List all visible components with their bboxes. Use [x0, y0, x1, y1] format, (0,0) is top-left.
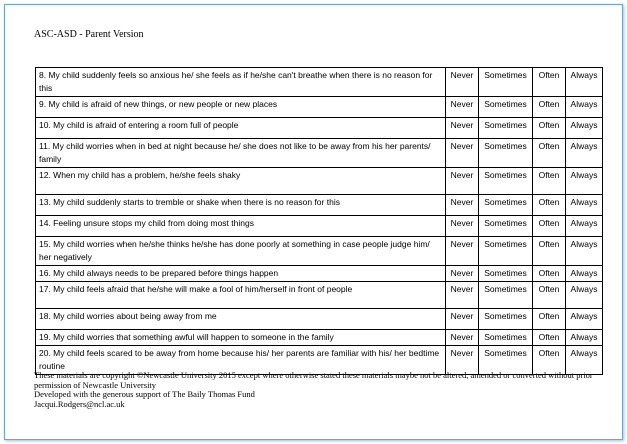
- response-option-sometimes[interactable]: Sometimes: [479, 118, 533, 139]
- response-option-sometimes[interactable]: Sometimes: [479, 309, 533, 330]
- response-option-sometimes[interactable]: Sometimes: [479, 330, 533, 346]
- question-row: [36, 97, 603, 118]
- question-row: [36, 68, 603, 97]
- response-option-always[interactable]: Always: [566, 282, 603, 309]
- response-option-sometimes[interactable]: Sometimes: [479, 68, 533, 97]
- question-row: [36, 216, 603, 237]
- questionnaire-table: [35, 67, 603, 375]
- response-option-never[interactable]: Never: [446, 282, 479, 309]
- question-text: 8. My child suddenly feels so anxious he/ she feels as if he/she can't breathe when there is no reason for this: [36, 68, 446, 97]
- question-row: [36, 195, 603, 216]
- response-option-always[interactable]: Always: [566, 168, 603, 195]
- response-option-always[interactable]: Always: [566, 68, 603, 97]
- question-text: 12. When my child has a problem, he/she feels shaky: [36, 168, 446, 195]
- response-option-always[interactable]: Always: [566, 346, 603, 375]
- question-row: [36, 330, 603, 346]
- response-option-sometimes[interactable]: Sometimes: [479, 237, 533, 266]
- question-text: 17. My child feels afraid that he/she will make a fool of him/herself in front of people: [36, 282, 446, 309]
- response-option-often[interactable]: Often: [533, 237, 566, 266]
- question-text: 13. My child suddenly starts to tremble or shake when there is no reason for this: [36, 195, 446, 216]
- question-text: 15. My child worries when he/she thinks he/she has done poorly at something in case people judge him/ her negatively: [36, 237, 446, 266]
- response-option-often[interactable]: Often: [533, 118, 566, 139]
- question-row: [36, 118, 603, 139]
- contact-email: Jacqui.Rodgers@ncl.ac.uk: [34, 398, 125, 409]
- funding-note: Developed with the generous support of The Baily Thomas Fund: [34, 389, 255, 399]
- response-option-often[interactable]: Often: [533, 216, 566, 237]
- question-text: 18. My child worries about being away from me: [36, 309, 446, 330]
- question-row: [36, 168, 603, 195]
- response-option-sometimes[interactable]: Sometimes: [479, 168, 533, 195]
- response-option-never[interactable]: Never: [446, 237, 479, 266]
- response-option-always[interactable]: Always: [566, 266, 603, 282]
- response-option-often[interactable]: Often: [533, 282, 566, 309]
- response-option-always[interactable]: Always: [566, 237, 603, 266]
- question-text: 16. My child always needs to be prepared before things happen: [36, 266, 446, 282]
- response-option-sometimes[interactable]: Sometimes: [479, 266, 533, 282]
- question-text: 9. My child is afraid of new things, or new people or new places: [36, 97, 446, 118]
- response-option-never[interactable]: Never: [446, 266, 479, 282]
- response-option-often[interactable]: Often: [533, 97, 566, 118]
- response-option-always[interactable]: Always: [566, 330, 603, 346]
- question-row: [36, 282, 603, 309]
- response-option-sometimes[interactable]: Sometimes: [479, 282, 533, 309]
- response-option-never[interactable]: Never: [446, 195, 479, 216]
- response-option-sometimes[interactable]: Sometimes: [479, 195, 533, 216]
- response-option-always[interactable]: Always: [566, 97, 603, 118]
- response-option-always[interactable]: Always: [566, 118, 603, 139]
- response-option-never[interactable]: Never: [446, 216, 479, 237]
- question-text: 14. Feeling unsure stops my child from doing most things: [36, 216, 446, 237]
- question-row: [36, 266, 603, 282]
- response-option-never[interactable]: Never: [446, 139, 479, 168]
- response-option-never[interactable]: Never: [446, 330, 479, 346]
- response-option-sometimes[interactable]: Sometimes: [479, 216, 533, 237]
- response-option-often[interactable]: Often: [533, 195, 566, 216]
- response-option-always[interactable]: Always: [566, 195, 603, 216]
- response-option-always[interactable]: Always: [566, 216, 603, 237]
- response-option-often[interactable]: Often: [533, 309, 566, 330]
- response-option-sometimes[interactable]: Sometimes: [479, 97, 533, 118]
- response-option-often[interactable]: Often: [533, 330, 566, 346]
- footer: [34, 371, 594, 409]
- response-option-often[interactable]: Often: [533, 139, 566, 168]
- response-option-always[interactable]: Always: [566, 309, 603, 330]
- response-option-often[interactable]: Often: [533, 168, 566, 195]
- response-option-always[interactable]: Always: [566, 139, 603, 168]
- response-option-never[interactable]: Never: [446, 168, 479, 195]
- response-option-sometimes[interactable]: Sometimes: [479, 139, 533, 168]
- document-title: ASC-ASD - Parent Version: [34, 29, 144, 40]
- response-option-often[interactable]: Often: [533, 266, 566, 282]
- response-option-often[interactable]: Often: [533, 346, 566, 375]
- question-text: 19. My child worries that something awful will happen to someone in the family: [36, 330, 446, 346]
- response-option-often[interactable]: Often: [533, 68, 566, 97]
- question-row: [36, 237, 603, 266]
- response-option-never[interactable]: Never: [446, 68, 479, 97]
- copyright-notice: These materials are copyright ©Newcastle University 2015 except where otherwise stated these materials maybe not be altered, amended or converted without prior permission of Newcastle University: [34, 370, 593, 390]
- response-option-sometimes[interactable]: Sometimes: [479, 346, 533, 375]
- question-text: 11. My child worries when in bed at night because he/ she does not like to be away from his her parents/ family: [36, 139, 446, 168]
- response-option-never[interactable]: Never: [446, 118, 479, 139]
- question-row: [36, 139, 603, 168]
- question-text: 20. My child feels scared to be away from home because his/ her parents are familiar with his/ her bedtime routine: [36, 346, 446, 375]
- response-option-never[interactable]: Never: [446, 346, 479, 375]
- document-page: [4, 4, 623, 440]
- response-option-never[interactable]: Never: [446, 309, 479, 330]
- question-row: [36, 309, 603, 330]
- question-text: 10. My child is afraid of entering a room full of people: [36, 118, 446, 139]
- response-option-never[interactable]: Never: [446, 97, 479, 118]
